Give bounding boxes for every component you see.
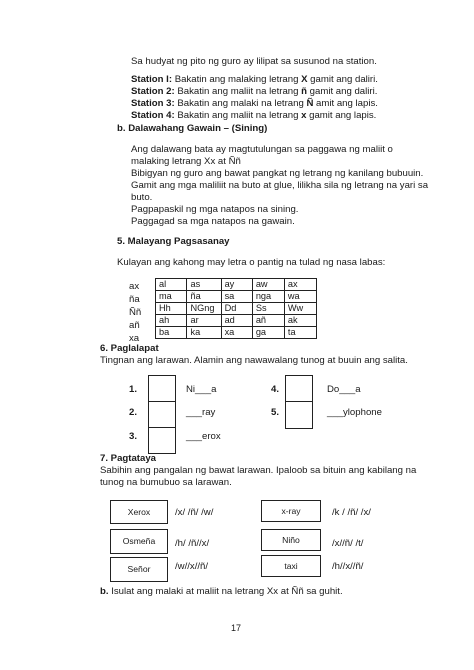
station-text: Bakatin ang maliit na letrang bbox=[174, 86, 302, 97]
table-cell[interactable]: wa bbox=[284, 291, 316, 303]
sound-options: /k / /ñ/ /x/ bbox=[332, 507, 371, 518]
station-label: Station 4: bbox=[131, 110, 175, 121]
table-cell[interactable]: ba bbox=[156, 327, 187, 339]
section7-b-text: Isulat ang malaki at maliit na letrang Xx at Ññ sa guhit. bbox=[108, 586, 343, 597]
table-cell[interactable]: ak bbox=[284, 315, 316, 327]
sound-options: /h//x//ñ/ bbox=[332, 561, 364, 572]
missing-sound-word: Ni___a bbox=[186, 384, 217, 395]
missing-sound-word: ___erox bbox=[186, 431, 221, 442]
section7-b bbox=[100, 586, 343, 598]
table-cell[interactable]: al bbox=[156, 279, 187, 291]
table-cell[interactable]: xa bbox=[221, 327, 252, 339]
row-label: xa bbox=[129, 333, 140, 344]
letter-table bbox=[155, 278, 317, 339]
section5-title: 5. Malayang Pagsasanay bbox=[117, 236, 230, 247]
word-picture-box: x-ray bbox=[261, 500, 321, 522]
sound-options: /x/ /ñ/ /w/ bbox=[175, 507, 214, 518]
section6-instruction: Tingnan ang larawan. Alamin ang nawawalang tunog at buuin ang salita. bbox=[100, 355, 408, 366]
row-label: añ bbox=[129, 320, 140, 331]
table-cell[interactable]: ka bbox=[187, 327, 221, 339]
picture-box bbox=[148, 401, 176, 429]
picture-box bbox=[148, 427, 176, 454]
section5-instruction: Kulayan ang kahong may letra o pantig na tulad ng nasa labas: bbox=[117, 257, 386, 268]
station-2 bbox=[131, 86, 377, 98]
table-cell[interactable]: NGng bbox=[187, 303, 221, 315]
station-text: Bakatin ang malaki na letrang bbox=[174, 98, 307, 109]
table-cell[interactable]: Dd bbox=[221, 303, 252, 315]
table-row bbox=[156, 303, 317, 315]
missing-sound-word: Do___a bbox=[327, 384, 361, 395]
table-cell[interactable]: ah bbox=[156, 315, 187, 327]
table-cell[interactable]: ga bbox=[252, 327, 284, 339]
station-3 bbox=[131, 98, 378, 110]
table-cell[interactable]: ax bbox=[284, 279, 316, 291]
section7-instruction-line: Sabihin ang pangalan ng bawat larawan. Ipaloob sa bituin ang kabilang na bbox=[100, 465, 417, 476]
word-picture-box: Osmeña bbox=[110, 529, 168, 554]
station-text: Bakatin ang malaking letrang bbox=[172, 74, 302, 85]
table-row bbox=[156, 279, 317, 291]
station-letter: ñ bbox=[301, 86, 307, 97]
station-text: gamit ang lapis. bbox=[306, 110, 377, 121]
table-cell[interactable]: ad bbox=[221, 315, 252, 327]
section7-instruction-line: tunog na bumubuo sa larawan. bbox=[100, 477, 232, 488]
station-text: Bakatin ang maliit na letrang bbox=[174, 110, 302, 121]
station-1 bbox=[131, 74, 378, 86]
missing-sound-word: ___ray bbox=[186, 407, 216, 418]
word-picture-box: Xerox bbox=[110, 500, 168, 524]
station-letter: Ñ bbox=[306, 98, 314, 109]
word-picture-box: taxi bbox=[261, 555, 321, 577]
section7-title: 7. Pagtataya bbox=[100, 453, 156, 464]
table-row bbox=[156, 315, 317, 327]
table-cell[interactable]: sa bbox=[221, 291, 252, 303]
section-b-line: Gamit ang mga maliliit na buto at glue, lilikha sila ng letrang na yari sa bbox=[131, 180, 429, 191]
missing-sound-word: ___ylophone bbox=[327, 407, 382, 418]
table-cell[interactable]: aw bbox=[252, 279, 284, 291]
table-cell[interactable]: ta bbox=[284, 327, 316, 339]
sound-options: /x//ñ/ /t/ bbox=[332, 538, 364, 549]
section-b-line: Paggagad sa mga natapos na gawain. bbox=[131, 216, 295, 227]
section-b-title: b. Dalawahang Gawain – (Sining) bbox=[117, 123, 268, 134]
station-text: gamit ang daliri. bbox=[307, 86, 378, 97]
table-cell[interactable]: añ bbox=[252, 315, 284, 327]
row-label: ña bbox=[129, 294, 140, 305]
table-cell[interactable]: ar bbox=[187, 315, 221, 327]
intro-line: Sa hudyat ng pito ng guro ay lilipat sa susunod na station. bbox=[131, 56, 377, 67]
table-cell[interactable]: Ss bbox=[252, 303, 284, 315]
section6-title: 6. Paglalapat bbox=[100, 343, 159, 354]
section-b-line: buto. bbox=[131, 192, 153, 203]
station-label: Station I: bbox=[131, 74, 173, 85]
sound-options: /h/ /ñ//x/ bbox=[175, 538, 210, 549]
station-letter: X bbox=[301, 74, 308, 85]
section-b-line: Ang dalawang bata ay magtutulungan sa paggawa ng maliit o bbox=[131, 144, 393, 155]
table-cell[interactable]: Ww bbox=[284, 303, 316, 315]
section-b-line: malaking letrang Xx at Ññ bbox=[131, 156, 241, 167]
table-cell[interactable]: ma bbox=[156, 291, 187, 303]
picture-box bbox=[148, 375, 176, 403]
station-4 bbox=[131, 110, 376, 122]
station-label: Station 3: bbox=[131, 98, 175, 109]
item-number: 4. bbox=[271, 384, 280, 395]
section7-b-label: b. bbox=[100, 586, 109, 597]
word-picture-box: Niño bbox=[261, 529, 321, 551]
table-cell[interactable]: ña bbox=[187, 291, 221, 303]
picture-box bbox=[285, 375, 313, 403]
section-b-line: Pagpapaskil ng mga natapos na sining. bbox=[131, 204, 299, 215]
table-cell[interactable]: nga bbox=[252, 291, 284, 303]
item-number: 3. bbox=[129, 431, 138, 442]
station-text: amit ang lapis. bbox=[313, 98, 378, 109]
item-number: 5. bbox=[271, 407, 280, 418]
table-cell[interactable]: Hh bbox=[156, 303, 187, 315]
table-cell[interactable]: ay bbox=[221, 279, 252, 291]
page-number: 17 bbox=[231, 623, 242, 633]
station-letter: x bbox=[301, 110, 307, 121]
table-cell[interactable]: as bbox=[187, 279, 221, 291]
item-number: 1. bbox=[129, 384, 138, 395]
item-number: 2. bbox=[129, 407, 138, 418]
table-row bbox=[156, 327, 317, 339]
picture-box bbox=[285, 401, 313, 429]
row-label: ax bbox=[129, 281, 140, 292]
station-label: Station 2: bbox=[131, 86, 175, 97]
row-label: Ññ bbox=[129, 307, 142, 318]
section-b-line: Bibigyan ng guro ang bawat pangkat ng letrang ng kanilang bubuuin. bbox=[131, 168, 424, 179]
sound-options: /w//x//ñ/ bbox=[175, 561, 209, 572]
station-text: gamit ang daliri. bbox=[307, 74, 378, 85]
table-row bbox=[156, 291, 317, 303]
word-picture-box: Señor bbox=[110, 557, 168, 582]
